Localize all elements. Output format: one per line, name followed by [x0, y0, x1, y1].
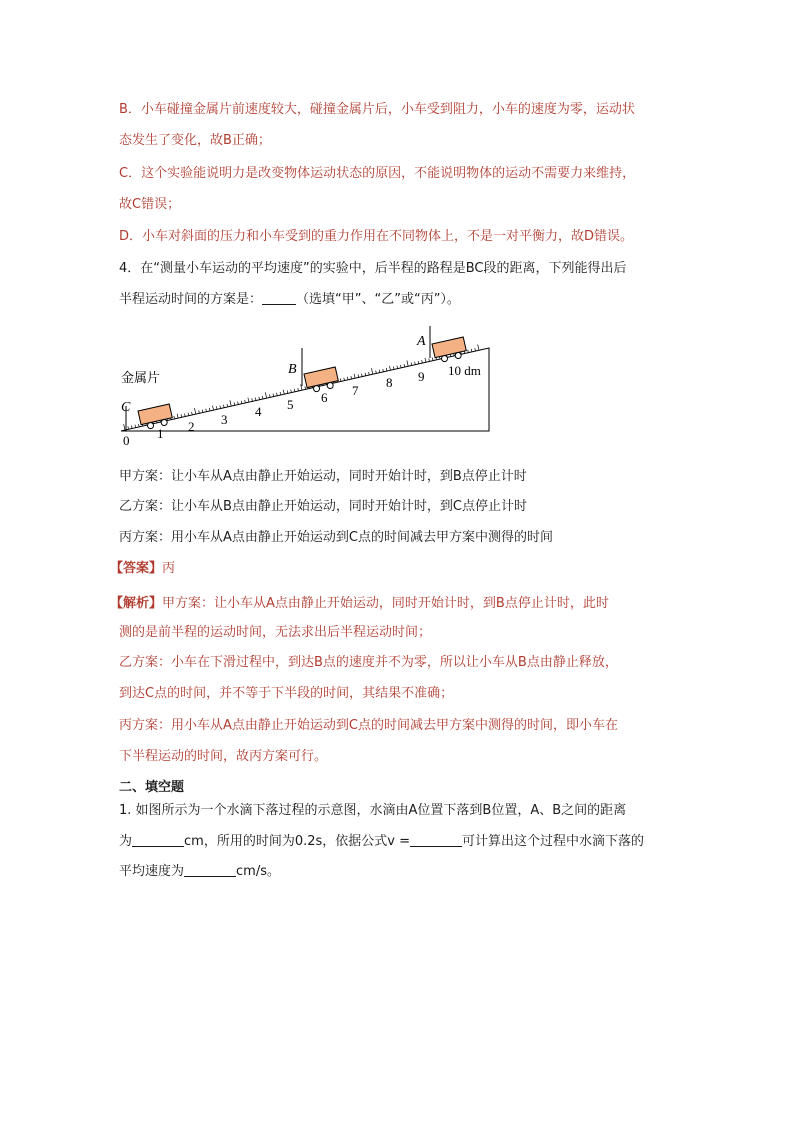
plan-jia: 甲方案：让小车从A点由静止开始运动，同时开始计时，到B点停止计时: [119, 469, 527, 484]
car-at-c: [138, 404, 174, 431]
ruler-tick: [429, 359, 430, 362]
ruler-tick: [386, 368, 387, 371]
tick-label-9: 9: [418, 369, 425, 384]
ruler-tick: [241, 401, 242, 404]
q1-text-b: cm，所用的时间为0.2s，依据公式v =: [184, 834, 410, 849]
ruler-ticks: [124, 344, 479, 430]
ruler-tick: [199, 410, 200, 413]
ruler-tick: [230, 400, 231, 406]
ruler-tick: [131, 425, 132, 428]
tick-label-6: 6: [321, 390, 328, 405]
ruler-tick: [124, 424, 125, 430]
ruler-tick: [411, 363, 412, 366]
ruler-tick: [305, 386, 306, 389]
answer-value: 丙: [162, 561, 176, 576]
ruler-tick: [369, 372, 370, 375]
analysis-option-d: D．小车对斜面的压力和小车受到的重力作用在不同物体上，不是一对平衡力，故D错误。: [119, 229, 634, 244]
tick-label-7: 7: [352, 383, 359, 398]
ruler-tick: [174, 416, 175, 419]
ruler-tick: [265, 392, 266, 398]
ruler-tick: [248, 398, 249, 402]
ruler-tick: [202, 410, 203, 413]
ruler-tick: [206, 409, 207, 412]
tick-label-0: 0: [123, 433, 130, 448]
ruler-tick: [220, 406, 221, 409]
plan-bing: 丙方案：用小车从A点由静止开始运动到C点的时间减去甲方案中测得的时间: [119, 530, 553, 545]
ruler-tick: [177, 414, 178, 418]
ruler-tick: [216, 406, 217, 409]
ruler-tick: [400, 365, 401, 368]
ruler-tick: [262, 396, 263, 399]
ruler-tick: [383, 369, 384, 372]
q1-text-c: 可计算出这个过程中水滴下落的: [462, 834, 645, 849]
ruler-tick: [344, 378, 345, 381]
ruler-tick: [351, 376, 352, 379]
ruler-tick: [475, 348, 476, 351]
tick-label-5: 5: [287, 397, 294, 412]
answer-tag: 【答案】: [110, 561, 163, 576]
ruler-tick: [245, 400, 246, 403]
analysis-line4: 到达C点的时间，并不等于下半段的时间，其结果不准确；: [119, 686, 454, 701]
question-4-stem-prefix: 半程运动时间的方案是：: [119, 292, 263, 307]
point-label-b: B: [288, 362, 297, 377]
q1-text-e: cm/s。: [236, 864, 280, 879]
ruler-tick: [471, 349, 472, 352]
ruler-tick: [379, 370, 380, 373]
ruler-tick: [273, 394, 274, 397]
ruler-tick: [415, 362, 416, 365]
tick-label-2: 2: [188, 419, 195, 434]
ruler-tick: [298, 388, 299, 391]
ruler-tick: [238, 402, 239, 405]
plan-yi: 乙方案：让小车从B点由静止开始运动，同时开始计时，到C点停止计时: [119, 499, 527, 514]
ruler-tick: [478, 344, 479, 350]
ruler-tick: [432, 358, 433, 361]
question-4-stem-suffix: （选填“甲”、“乙”或“丙”）。: [296, 292, 460, 307]
analysis-option-b-line1: B．小车碰撞金属片前速度较大，碰撞金属片后，小车受到阻力，小车的速度为零，运动状: [119, 102, 635, 117]
ruler-tick: [128, 426, 129, 429]
point-label-c: C: [121, 400, 131, 415]
ruler-tick: [340, 378, 341, 381]
analysis-option-c-line2: 故C错误；: [119, 197, 181, 212]
ruler-tick: [347, 377, 348, 380]
ruler-tick: [139, 424, 140, 427]
analysis-line6: 下半程运动的时间，故丙方案可行。: [119, 749, 328, 764]
analysis-line2: 测的是前半程的运动时间，无法求出后半程运动时间；: [119, 625, 432, 640]
ruler-tick: [234, 402, 235, 405]
ruler-tick: [358, 374, 359, 377]
analysis-tag: 【解析】: [110, 596, 163, 611]
ruler-tick: [354, 374, 355, 378]
ruler-tick: [365, 373, 366, 376]
ruler-tick: [269, 394, 270, 397]
ruler-tick: [227, 404, 228, 407]
answer-line: [110, 559, 175, 579]
ruler-tick: [223, 405, 224, 408]
ruler-tick: [209, 408, 210, 411]
ruler-tick: [371, 368, 372, 374]
incline-triangle: [121, 348, 489, 431]
tick-label-8: 8: [386, 375, 393, 390]
ruler-tick: [192, 412, 193, 415]
ruler-tick: [194, 408, 195, 414]
fill-question-1-line2: [119, 832, 644, 852]
fill-question-1-line1: 1. 如图所示为一个水滴下落过程的示意图，水滴由A位置下落到B位置，A、B之间的距离: [119, 803, 627, 818]
ruler-tick: [397, 366, 398, 369]
analysis-line3: 乙方案：小车在下滑过程中，到达B点的速度并不为零，所以让小车从B点由静止释放，: [119, 655, 618, 670]
q1-text-a: 为: [119, 834, 133, 849]
ruler-tick: [255, 398, 256, 401]
tick-label-4: 4: [255, 404, 262, 419]
ruler-tick: [259, 397, 260, 400]
section-heading: 二、填空题: [119, 780, 185, 795]
answer-blank[interactable]: [262, 290, 296, 305]
ruler-tick: [135, 425, 136, 428]
ruler-tick: [280, 392, 281, 395]
ruler-tick: [294, 389, 295, 392]
analysis-option-c-line1: C．这个实验能说明力是改变物体运动状态的原因，不能说明物体的运动不需要力来维持，: [119, 166, 636, 181]
ruler-tick: [362, 374, 363, 377]
tick-label-10: 10 dm: [448, 363, 481, 378]
question-4-stem-line1: 4．在“测量小车运动的平均速度”的实验中，后半程的路程是BC段的距离，下列能得出后: [119, 261, 627, 276]
analysis-option-b-line2: 态发生了变化，故B正确；: [119, 133, 271, 148]
ruler-tick: [468, 350, 469, 353]
q1-text-d: 平均速度为: [119, 864, 185, 879]
ruler-tick: [393, 367, 394, 370]
ruler-tick: [418, 361, 419, 364]
ruler-tick: [283, 390, 284, 394]
speed-blank[interactable]: [184, 862, 236, 877]
metal-plate-label: 金属片: [121, 370, 161, 385]
incline-figure: [117, 328, 497, 448]
ruler-tick: [291, 390, 292, 393]
ruler-tick: [404, 364, 405, 367]
tick-label-1: 1: [157, 426, 164, 441]
ruler-tick: [277, 393, 278, 396]
ruler-tick: [287, 390, 288, 393]
point-label-a: A: [417, 334, 426, 349]
distance-blank[interactable]: [132, 832, 184, 847]
ruler-tick: [252, 398, 253, 401]
ruler-tick: [422, 360, 423, 363]
ruler-tick: [376, 370, 377, 373]
tick-label-3: 3: [221, 412, 228, 427]
ruler-tick: [407, 360, 408, 366]
ruler-tick: [390, 366, 391, 370]
ruler-tick: [181, 414, 182, 417]
ruler-tick: [425, 358, 426, 362]
ruler-tick: [185, 414, 186, 417]
analysis-line1: [110, 594, 609, 614]
question-4-stem-line2: [119, 290, 460, 310]
fill-question-1-line3: [119, 862, 280, 882]
ruler-tick: [213, 406, 214, 410]
analysis-line5: 丙方案：用小车从A点由静止开始运动到C点的时间减去甲方案中测得的时间，即小车在: [119, 718, 618, 733]
ruler-tick: [188, 413, 189, 416]
analysis-text-1: 甲方案：让小车从A点由静止开始运动，同时开始计时，到B点停止计时，此时: [162, 596, 609, 611]
formula-blank[interactable]: [410, 832, 462, 847]
